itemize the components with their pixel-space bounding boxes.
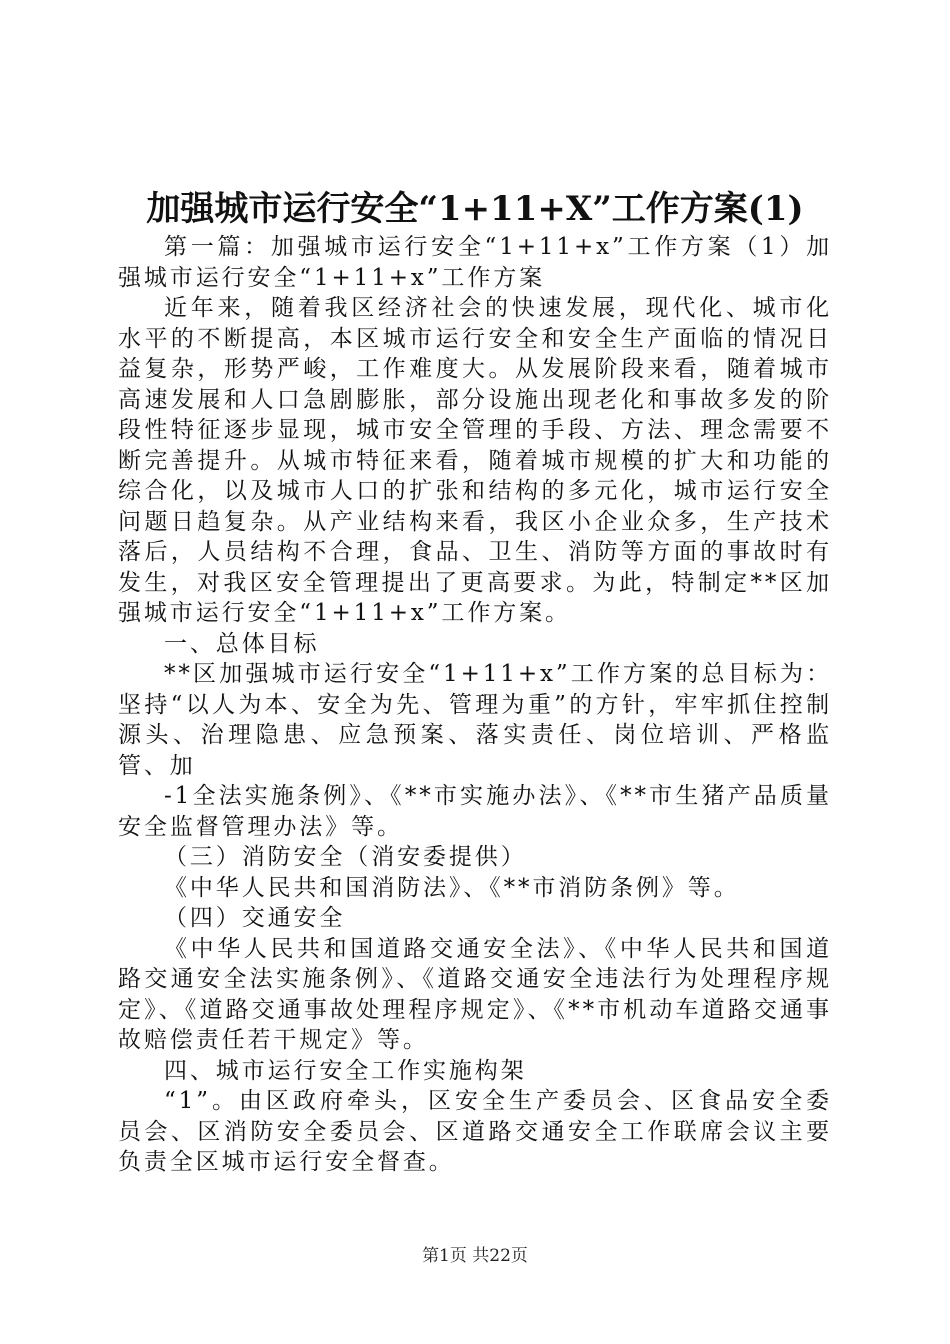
paragraph-overall-goal: **区加强城市运行安全“1+11+x”工作方案的总目标为：坚持“以人为本、安全为先、管理为重”的方针，牢牢抓住控制源头、治理隐患、应急预案、落实责任、岗位培训、严格监管、加 [118,661,832,779]
document-body [118,232,832,1178]
paragraph-background: 近年来，随着我区经济社会的快速发展，现代化、城市化水平的不断提高，本区城市运行安全和安全生产面临的情况日益复杂，形势严峻，工作难度大。从发展阶段来看，随着城市高速发展和人口急剧膨胀，部分设施出现老化和事故多发的阶段性特征逐步显现，城市安全管理的手段、方法、理念需要不断完善提升。从城市特征来看，随着城市规模的扩大和功能的综合化，以及城市人口的扩张和结构的多元化，城市运行安全问题日趋复杂。从产业结构来看，我区小企业众多，生产技术落后，人员结构不合理，食品、卫生、消防等方面的事故时有发生，对我区安全管理提出了更高要求。为此，特制定**区加强城市运行安全“1+11+x”工作方案。 [118,295,832,626]
document-title: 加强城市运行安全“1+11+X”工作方案(1) [146,189,804,229]
subsection-heading-traffic-safety: （四）交通安全 [164,905,346,931]
section-heading-framework: 四、城市运行安全工作实施构架 [164,1057,527,1084]
paragraph-traffic-regulations: 《中华人民共和国道路交通安全法》、《中华人民共和国道路交通安全法实施条例》、《道路交通安全违法行为处理程序规定》、《道路交通事故处理程序规定》、《**市机动车道路交通事故赔偿责任若干规定》等。 [118,935,832,1053]
paragraph-intro: 第一篇：加强城市运行安全“1+11+x”工作方案（1）加强城市运行安全“1+11+x”工作方案 [118,234,832,291]
page-number-footer: 第1页 共22页 [422,1246,528,1266]
paragraph-regulations-food: -1全法实施条例》、《**市实施办法》、《**市生猪产品质量安全监督管理办法》等。 [118,783,832,840]
paragraph-fire-regulations: 《中华人民共和国消防法》、《**市消防条例》等。 [164,874,740,901]
paragraph-framework-1: “1”。由区政府牵头，区安全生产委员会、区食品安全委员会、区消防安全委员会、区道路交通安全工作联席会议主要负责全区城市运行安全督查。 [118,1088,832,1175]
subsection-heading-fire-safety: （三）消防安全（消安委提供） [164,844,527,870]
section-heading-overall-goal: 一、总体目标 [164,630,320,657]
